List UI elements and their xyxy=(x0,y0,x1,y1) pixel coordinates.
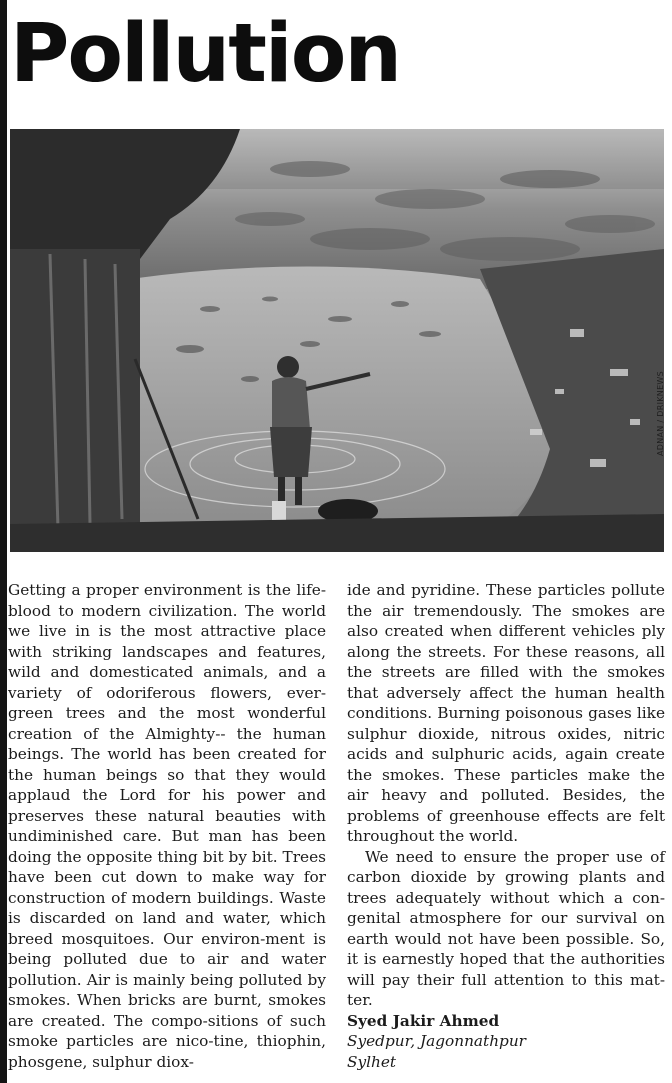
letter-paragraph: We need to ensure the proper use of carbon dioxide by growing plants and trees adequately without which a con-genital atmosphere for our survival on earth would not have been possible. So, it is earnestly hoped that the authorities will pay their full attention to this mat-ter. xyxy=(347,847,665,1009)
page-edge-bar xyxy=(0,0,7,1083)
signature-address: Syedpur, Jagonnathpur xyxy=(347,1032,526,1050)
letter-column-right xyxy=(347,580,665,1072)
photo-illustration xyxy=(10,129,664,552)
letter-column-left xyxy=(8,580,326,1072)
letter-paragraph: Getting a proper environment is the life-blood to modern civilization. The world we live in is the most attractive place with striking landscapes and features, wild and domesticated animals, and a variety of odoriferous flowers, ever-green trees and the most wonderful creation of the Almighty-- the human beings. The world has been created for the human beings so that they would applaud the Lord for his power and preserves these natural beauties with undiminished care. But man has been doing the opposite thing bit by bit. Trees have been cut down to make way for construction of modern buildings. Waste is discarded on land and water, which breed mosquitoes. Our environ-ment is being polluted due to air and water pollution. Air is mainly being polluted by smokes. When bricks are burnt, smokes are created. The compo-sitions of such smoke particles are nico-tine, thiophin, phosgene, sulphur diox- xyxy=(8,581,326,1071)
photo xyxy=(10,129,664,552)
signature-name: Syed Jakir Ahmed xyxy=(347,1011,500,1030)
headline: Pollution xyxy=(10,7,401,101)
water-pot xyxy=(272,501,286,523)
photo-credit: ADNAN / DRIKNEWS xyxy=(656,370,665,456)
letter-paragraph-continued: ide and pyridine. These particles pollute the air tremendously. The smokes are also created when different vehicles ply along the streets. For these reasons, all the streets are filled with the smokes that adversely affect the human health conditions. Burning poisonous gases like sulphur dioxide, nitrous oxides, nitric acids and sulphuric acids, again create the smokes. These particles make the air heavy and polluted. Besides, the problems of greenhouse effects are felt throughout the world. xyxy=(347,581,665,845)
signature-city: Sylhet xyxy=(347,1052,397,1071)
